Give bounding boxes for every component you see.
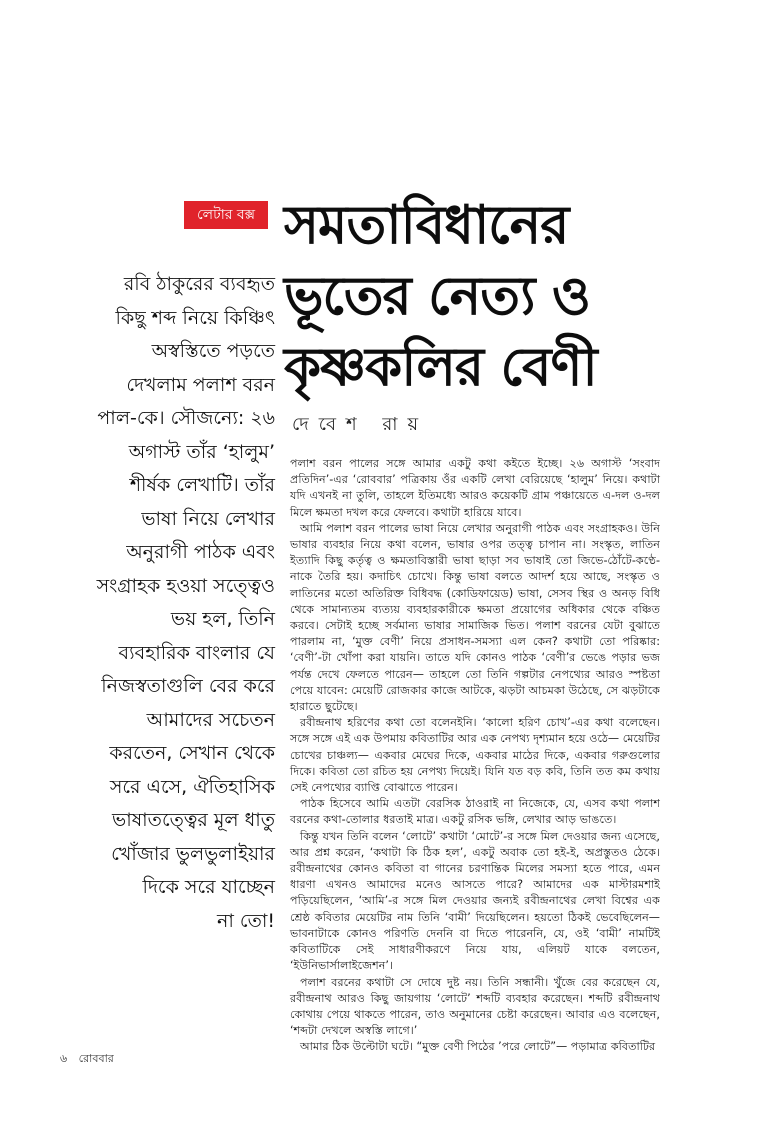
publication-name: রোববার xyxy=(78,1052,114,1065)
section-badge: লেটার বক্স xyxy=(184,201,268,229)
pull-quote-line: পাল-কে। সৌজন্যে: ২৬ xyxy=(97,407,275,429)
article-paragraph: পলাশ বরন পালের সঙ্গে আমার একটু কথা কইতে ইচ্ছে। ২৬ অগাস্ট ‘সংবাদ প্রতিদিন’-এর ‘রোববার’ পত্রিকায় ওঁর একটি লেখা বেরিয়েছে ‘হালুম’ নিয়ে। কথাটা যদি এখনই না তুলি, তাহলে ইতিমধ্যে আরও কয়েকটি গ্রাম পঞ্চায়েতে এ-দল ও-দল মিলে ক্ষমতা দখল করে ফেলবে। কথাটা হারিয়ে যাবে। xyxy=(290,457,660,519)
article-body xyxy=(290,456,660,1056)
article-paragraph: কিন্তু যখন তিনি বলেন ‘লোটে’ কথাটা ‘মোটে’-র সঙ্গে মিল দেওয়ার জন্য এসেছে, আর প্রশ্ন করেন, ‘কথাটা কি ঠিক হল’, একটু অবাক তো হই-ই, অপ্রস্তুতও ঠেকে। রবীন্দ্রনাথের কোনও কবিতা বা গানের চরণান্তিক মিলের সমস্যা হতে পারে, এমন ধারণা এখনও আমাদের মনেও আসতে পারে? আমাদের এক মাস্টারমশাই পড়িয়েছিলেন, ‘আমি’-র সঙ্গে মিল দেওয়ার জন্যই রবীন্দ্রনাথের লেখা বিশ্বের এক শ্রেষ্ঠ কবিতার মেয়েটির নাম তিনি ‘বামী’ দিয়েছিলেন। হয়তো ঠিকই ভেবেছিলেন— ভাবনাটাকে কোনও পরিণতি দেননি বা দিতে পারেননি, যে, ওই ‘বামী’ নামটিই কবিতাটিকে সেই সাধারণীকরণে নিয়ে যায়, এলিয়ট যাকে বলতেন, ‘ইউনিভার্সালাইজেশন’। xyxy=(290,829,660,973)
pull-quote xyxy=(95,268,275,938)
pull-quote-line: রবি ঠাকুরের ব্যবহৃত xyxy=(123,273,275,295)
headline-line: সমতাবিধানের xyxy=(284,195,569,256)
article-paragraph: পলাশ বরনের কথাটা সে দোষে দুষ্ট নয়। তিনি সন্ধানী। খুঁজে বের করেছেন যে, রবীন্দ্রনাথ আরও কিছু জায়গায় ‘লোটে’ শব্দটি ব্যবহার করেছেন। শব্দটি রবীন্দ্রনাথ কোথায় পেয়ে থাকতে পারেন, তাও অনুমানের চেষ্টা করেছেন। আবার এও বলেছেন, ‘শব্দটা দেখলে অস্বস্তি লাগে।’ xyxy=(290,975,660,1038)
headline-line: ভূতের নেত্য ও xyxy=(284,266,590,327)
pull-quote-line: খোঁজার ভুলভুলাইয়ার xyxy=(111,842,275,865)
pull-quote-line: ব্যবহারিক বাংলার যে xyxy=(118,641,275,664)
pull-quote-line: শীর্ষক লেখাটি। তাঁর xyxy=(129,474,275,496)
pull-quote-line: না তো! xyxy=(217,909,275,932)
page-number: ৬ xyxy=(60,1052,68,1065)
article-paragraph: আমার ঠিক উল্টোটা ঘটে। “মুক্ত বেণী পিঠের ’পরে লোটে”— পড়ামাত্র কবিতাটির xyxy=(300,1040,656,1054)
pull-quote-line: আমাদের সচেতন xyxy=(146,708,275,731)
article-paragraph: রবীন্দ্রনাথ হরিণের কথা তো বলেনইনি। ‘কালো হরিণ চোখ’-এর কথা বলেছেন। সঙ্গে সঙ্গে এই এক উপমায় কবিতাটির আর এক নেপথ্য দৃশ্যমান হয়ে ওঠে— মেয়েটির চোখের চাঞ্চল্য— একবার মেঘের দিকে, একবার মাঠের দিকে, একবার গরুগুলোর দিকে। কবিতা তো রচিত হয় নেপথ্য দিয়েই। যিনি যত বড় কবি, তিনি তত কম কথায় সেই নেপথ্যের ব্যাপ্তি বোঝাতে পারেন। xyxy=(290,716,660,795)
pull-quote-line: ভাষা নিয়ে লেখার xyxy=(141,507,275,530)
pull-quote-line: ভয় হল, তিনি xyxy=(170,608,275,630)
pull-quote-line: অস্বস্তিতে পড়তে xyxy=(151,340,275,362)
pull-quote-line: সরে এসে, ঐতিহাসিক xyxy=(109,775,275,798)
article-paragraph: পাঠক হিসেবে আমি এতটা বেরসিক ঠাওরাই না নিজেকে, যে, এসব কথা পলাশ বরনের কথা-তোলার ধরতাই মাত্র। একটু রসিক ভঙ্গি, লেখার আড় ভাঙতে। xyxy=(290,797,660,827)
pull-quote-line: ভাষাতত্ত্বের মূল ধাতু xyxy=(112,809,275,831)
headline xyxy=(284,190,724,403)
pull-quote-line: কিছু শব্দ নিয়ে কিঞ্চিৎ xyxy=(115,306,275,329)
pull-quote-line: অনুরাগী পাঠক এবং xyxy=(126,541,275,563)
article-paragraph: আমি পলাশ বরন পালের ভাষা নিয়ে লেখার অনুরাগী পাঠক এবং সংগ্রাহকও। উনি ভাষার ব্যবহার নিয়ে কথা বলেন, ভাষার ওপর তত্ত্ব চাপান না। সংস্কৃত, লাতিন ইত্যাদি কিছু কর্তৃত্ব ও ক্ষমতাবিস্তারী ভাষা ছাড়া সব ভাষাই তো জিভে-ঠোঁটে-কণ্ঠে-নাকে তৈরি হয়। কদাচিৎ চোখে। কিন্তু ভাষা বলতে আদর্শ হয়ে আছে, সংস্কৃত ও লাতিনের মতো অতিরিক্ত বিধিবদ্ধ (কোডিফায়েড) ভাষা, সেসব স্থির ও অনড় বিধি থেকে সামান্যতম ব্যত্যয় ব্যবহারকারীকে ক্ষমতা প্রয়োগের অধিকার থেকে বঞ্চিত করবে। সেটাই হচ্ছে সর্বমান্য ভাষার সামাজিক ভিত। পলাশ বরনের যেটা বুঝাতে পারলাম না, ‘মুক্ত বেণী’ নিয়ে প্রসাধন-সমস্যা এল কেন? কথাটা তো পরিষ্কার: ‘বেণী’-টা খোঁপা করা যায়নি। তাতে যদি কোনও পাঠক ‘বেণী’র ভেঙে পড়ার ভজ পর্যন্ত দেখে ফেলতে পারেন— তাহলে তো তিনি গল্পটার নেপথ্যের আরও স্পষ্টতা পেয়ে যাবেন: মেয়েটি রোজকার কাজে আটকে, ঝড়টা আচমকা উঠেছে, সে ঝড়টাকে হারাতে ছুটেছে। xyxy=(290,521,660,714)
headline-line: কৃষ্ণকলির বেণী xyxy=(284,337,597,398)
author-byline: দেবেশ রায় xyxy=(292,414,429,435)
pull-quote-line: দেখলাম পলাশ বরন xyxy=(126,373,275,396)
page-footer xyxy=(60,1050,114,1069)
pull-quote-line: দিকে সরে যাচ্ছেন xyxy=(142,876,275,898)
pull-quote-line: অগাস্ট তাঁর ‘হালুম’ xyxy=(128,440,275,463)
pull-quote-line: নিজস্বতাগুলি বের করে xyxy=(101,675,275,697)
pull-quote-line: সংগ্রাহক হওয়া সত্ত্বেও xyxy=(96,574,275,597)
pull-quote-line: করতেন, সেখান থেকে xyxy=(109,742,275,764)
